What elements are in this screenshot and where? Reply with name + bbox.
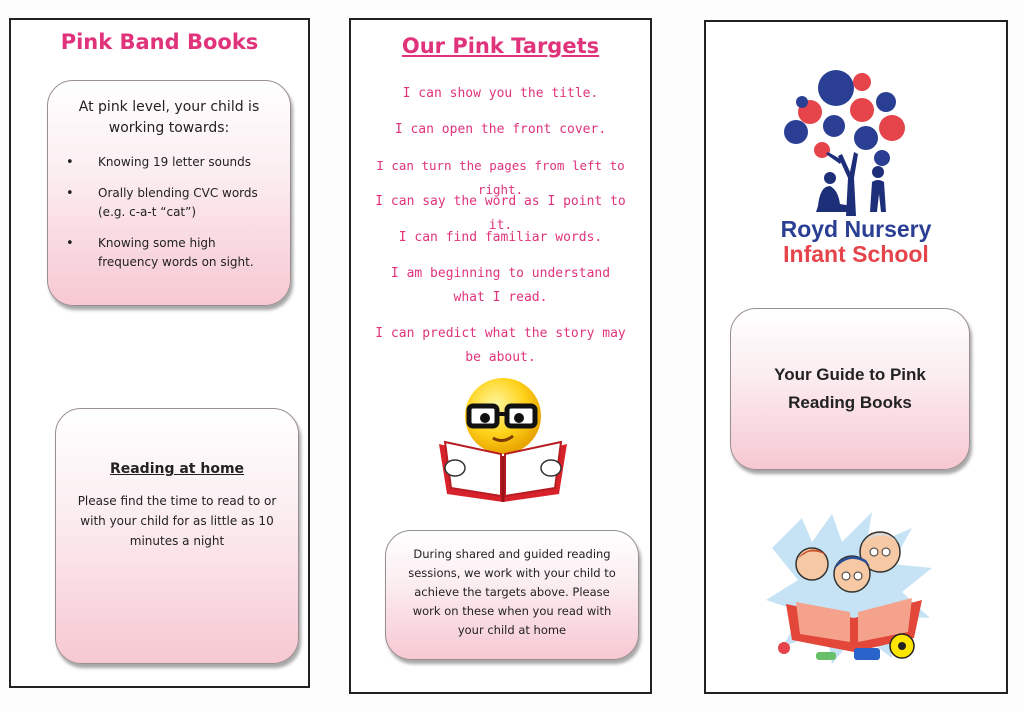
reading-at-home-heading: Reading at home xyxy=(109,461,245,477)
pink-level-intro: At pink level, your child is working towards: xyxy=(78,99,260,136)
pink-level-box xyxy=(47,80,291,306)
right-panel xyxy=(704,20,1008,694)
pink-band-books-title: Pink Band Books xyxy=(60,30,259,54)
target-item: I can say the word as I point to it. xyxy=(375,194,626,233)
bullet-item: • Orally blending CVC words (e.g. c-a-t “cat”) xyxy=(60,184,278,222)
reading-at-home-body: Please find the time to read to or with your child for as little as 10 minutes a night xyxy=(77,494,277,548)
target-item: I can find familiar words. xyxy=(398,230,603,245)
pink-level-bullets xyxy=(60,153,278,272)
school-tree-logo-icon xyxy=(782,66,918,216)
school-name-line1: Royd Nursery xyxy=(780,216,932,242)
bullet-item: • Knowing some high frequency words on sight. xyxy=(60,234,278,272)
target-item: I can predict what the story may be about. xyxy=(375,326,626,365)
target-item: I can show you the title. xyxy=(402,86,599,101)
school-name-line2: Infant School xyxy=(783,241,929,267)
target-item: I can turn the pages from left to right. xyxy=(376,158,625,197)
children-reading-book-icon xyxy=(762,508,942,670)
guide-title-box xyxy=(730,308,970,470)
guide-title: Your Guide to Pink Reading Books xyxy=(774,365,926,412)
shared-reading-text: During shared and guided reading sessions, we work with your child to achieve the targets above. Please work on these when you read with your child at home xyxy=(408,547,616,637)
target-item: I can open the front cover. xyxy=(394,122,607,137)
reading-emoji-icon xyxy=(431,376,577,504)
shared-reading-box xyxy=(385,530,639,660)
reading-at-home-box xyxy=(55,408,299,664)
target-item: I am beginning to understand what I read. xyxy=(390,266,611,305)
bullet-item: • Knowing 19 letter sounds xyxy=(60,153,278,172)
left-panel xyxy=(9,18,310,688)
pink-targets-title: Our Pink Targets xyxy=(401,34,600,58)
middle-panel xyxy=(349,18,652,694)
